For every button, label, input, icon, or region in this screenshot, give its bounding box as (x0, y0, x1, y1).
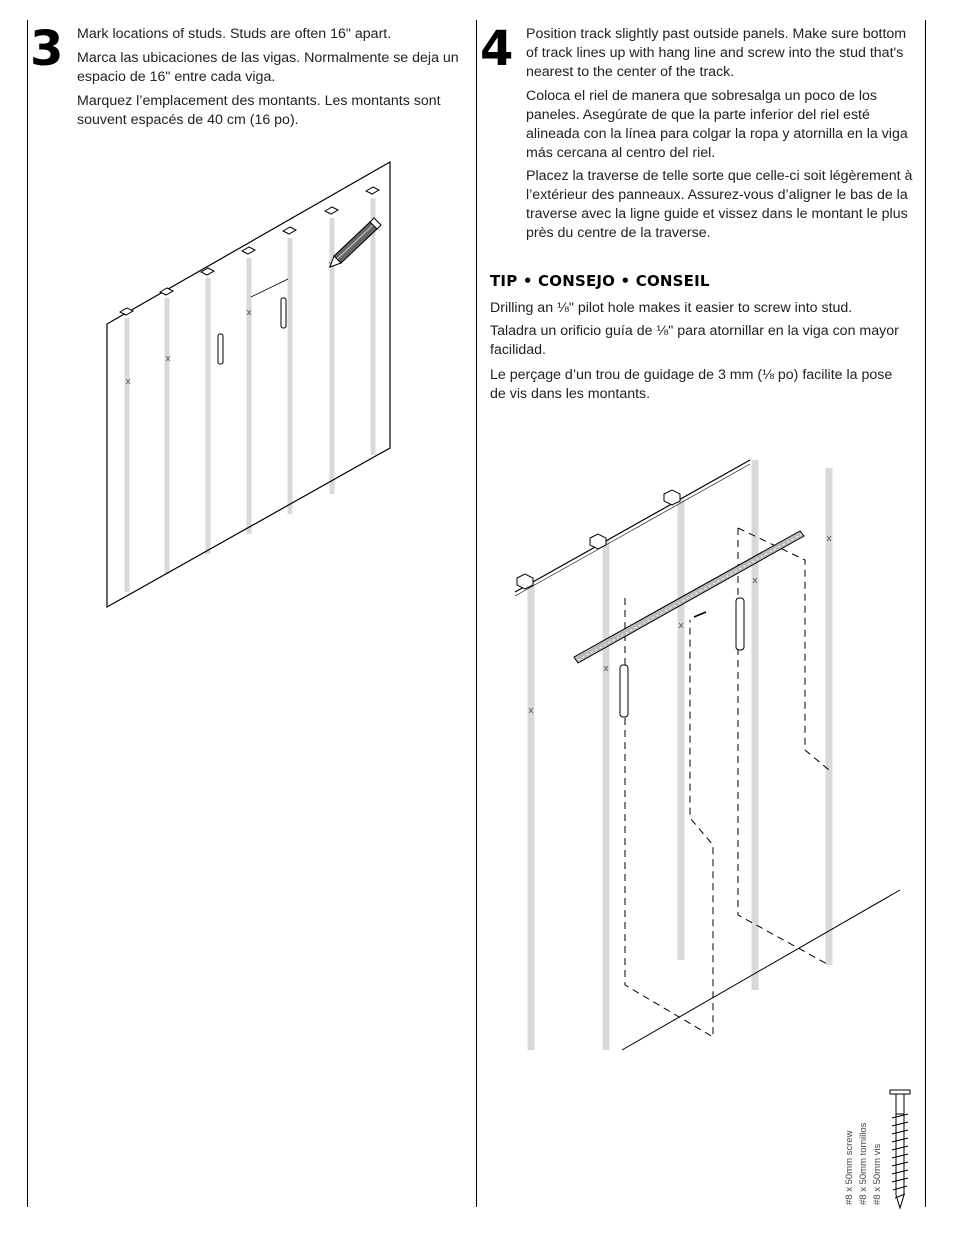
tip-text-en: Drilling an ⅛" pilot hole makes it easier to screw into stud. (490, 300, 853, 316)
tip-heading: TIP • CONSEJO • CONSEIL (490, 272, 710, 290)
tip-text-es: Taladra un orificio guía de ⅛" para atornillar en la viga con mayor facilidad. (490, 323, 899, 358)
step-3-text-fr: Marquez l’emplacement des montants. Les montants sont souvent espacés de 40 cm (16 po). (77, 93, 441, 128)
step-3-wall-illustration (107, 162, 390, 607)
step-4-text-fr: Placez la traverse de telle sorte que celle-ci soit légèrement à l’extérieur des panneaux. Assurez-vous d’aligner le bas de la traverse avec la ligne guide et vissez dans le montant le plus près du centre de la traverse. (526, 168, 913, 241)
screw-label-en: #8 x 50mm screw (844, 1130, 855, 1205)
step-4-text-en: Position track slightly past outside panels. Make sure bottom of track lines up with hang line and screw into the stud that's nearest to the center of the track. (526, 26, 907, 80)
screw-icon (890, 1090, 910, 1208)
step-4-number: 4 (480, 21, 514, 77)
screw-label-fr: #8 x 50mm vis (872, 1143, 883, 1205)
step-4-text-es: Coloca el riel de manera que sobresalga un poco de los paneles. Asegúrate de que la parte inferior del riel esté alineada con la línea para colgar la ropa y atornilla en la viga más cercana al centro del riel. (526, 88, 908, 161)
screw-label-es: #8 x 50mm tornillos (858, 1122, 869, 1205)
step-3-number: 3 (30, 21, 64, 77)
step-4-track-illustration (515, 460, 900, 1050)
step-3-text-en: Mark locations of studs. Studs are often 16" apart. (77, 26, 392, 42)
step-3-text-es: Marca las ubicaciones de las vigas. Normalmente se deja un espacio de 16" entre cada viga. (77, 50, 459, 85)
tip-text-fr: Le perçage d’un trou de guidage de 3 mm (⅛ po) facilite la pose de vis dans les montants. (490, 367, 893, 402)
